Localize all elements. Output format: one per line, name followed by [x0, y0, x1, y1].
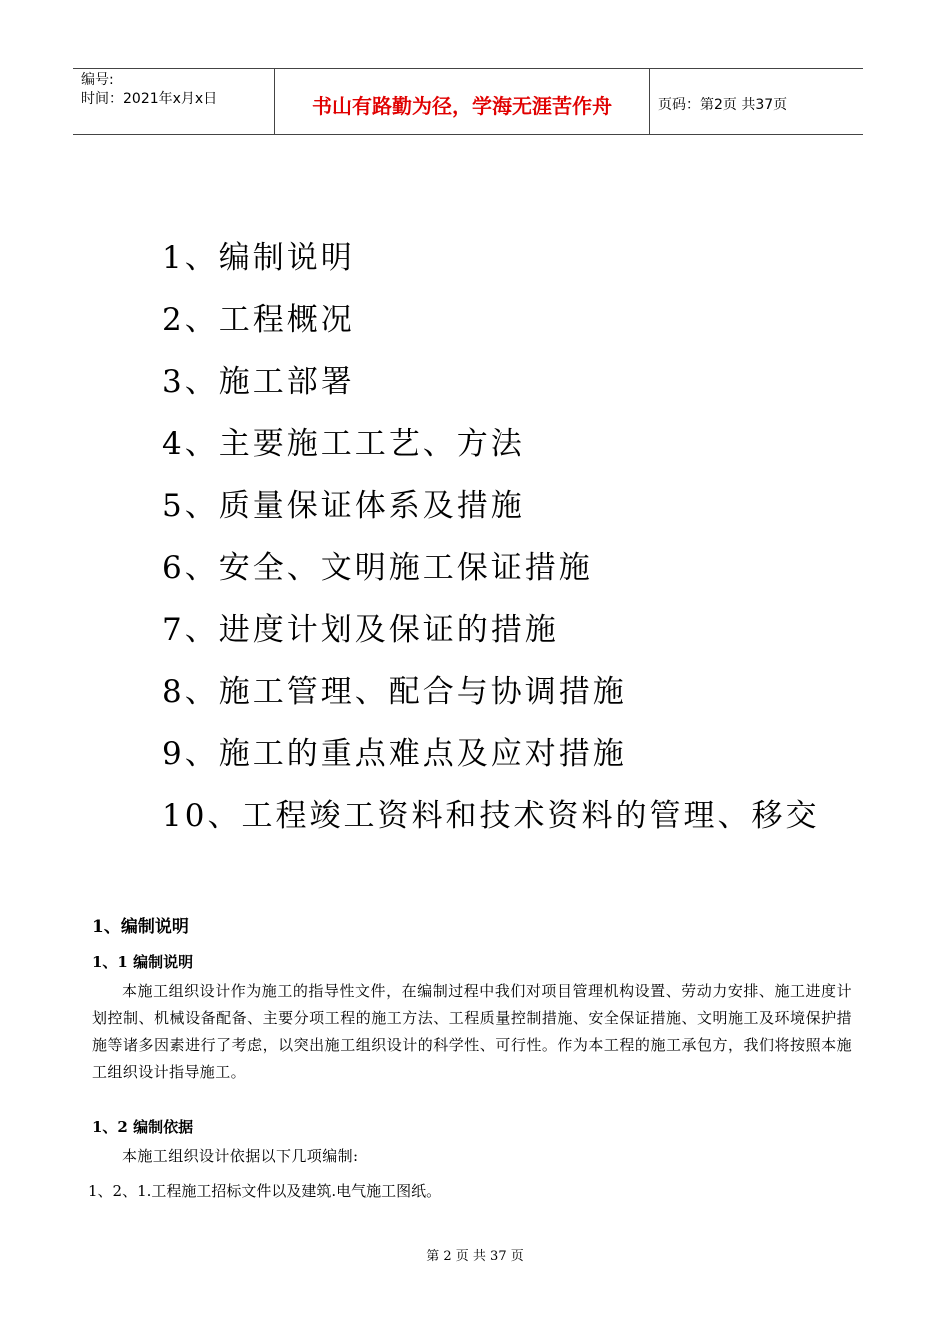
toc-item: 6、安全、文明施工保证措施: [162, 550, 593, 586]
toc-item: 9、施工的重点难点及应对措施: [162, 736, 627, 772]
toc-item: 10、工程竣工资料和技术资料的管理、移交: [162, 798, 820, 834]
subsection-heading-2: 1、2 编制依据: [92, 1118, 194, 1136]
toc-item: 3、施工部署: [162, 364, 355, 400]
toc-item: 4、主要施工工艺、方法: [162, 426, 525, 462]
table-of-contents: [162, 232, 819, 852]
toc-item: 7、进度计划及保证的措施: [162, 612, 559, 648]
toc-item: 8、施工管理、配合与协调措施: [162, 674, 627, 710]
page-footer: 第 2 页 共 37 页: [426, 1249, 524, 1264]
subsection-heading-1: 1、1 编制说明: [92, 953, 194, 971]
time-label: 时间：2021年x月x日: [81, 91, 218, 107]
toc-item: 2、工程概况: [162, 302, 355, 338]
section-heading: 1、编制说明: [92, 917, 189, 937]
toc-item: 1、编制说明: [162, 240, 355, 276]
spacer: [92, 1086, 852, 1113]
paragraph-1: 本施工组织设计作为施工的指导性文件，在编制过程中我们对项目管理机构设置、劳动力安排、施工进度计划控制、机械设备配备、主要分项工程的施工方法、工程质量控制措施、安全保证措施、文明施工及环境保护措施等诸多因素进行了考虑，以突出施工组织设计的科学性、可行性。作为本工程的施工承包方，我们将按照本施工组织设计指导施工。: [92, 982, 852, 1081]
section-body: [88, 912, 852, 1205]
list-item: 1、2、1.工程施工招标文件以及建筑.电气施工图纸。: [88, 1182, 442, 1200]
toc-item: 5、质量保证体系及措施: [162, 488, 525, 524]
header-motto: 书山有路勤为径，学海无涯苦作舟: [275, 69, 650, 134]
header-meta: [73, 69, 275, 134]
paragraph-2: 本施工组织设计依据以下几项编制:: [122, 1147, 359, 1165]
page-header: [73, 68, 863, 135]
number-label: 编号:: [81, 72, 114, 88]
header-page-info: 页码：第2页 共37页: [658, 96, 788, 113]
